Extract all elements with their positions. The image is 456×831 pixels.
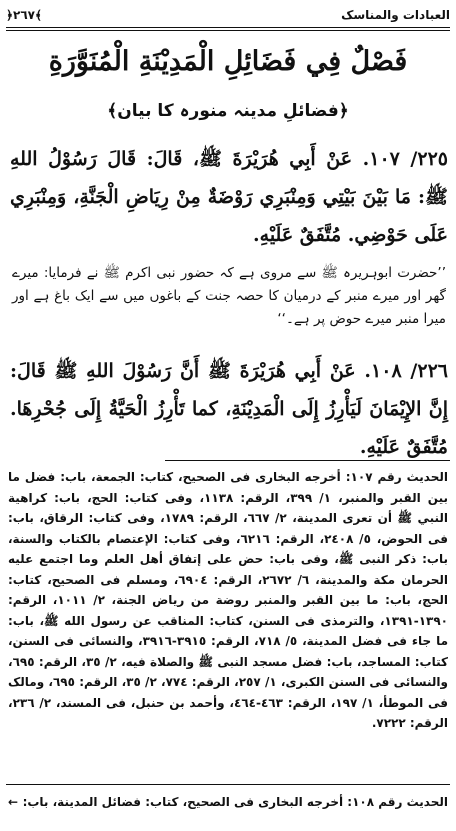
continue-arrow-icon: ← [8, 795, 19, 809]
hadith-225-arabic: ٢٢٥/ ١٠٧. عَنْ أَبِي هُرَيْرَةَ ﷺ، قَالَ: قَالَ رَسُوْلُ اللهِ ﷺ: مَا بَيْنَ بَيْتِي وَمِنْبَرِي رَوْضَةٌ مِنْ رِيَاضِ الْجَنَّةِ، وَمِنْبَرِي عَلَى حَوْضِي. مُتَّفَقٌ عَلَيْهِ. [10, 148, 448, 246]
header-rule-double [6, 30, 450, 31]
page-header [6, 4, 450, 26]
page-number: ﴿٢٦٧﴾ [6, 8, 43, 22]
header-rule [6, 27, 450, 28]
footnote-divider [6, 784, 450, 785]
hadith-226-arabic: ٢٢٦/ ١٠٨. عَنْ أَبِي هُرَيْرَةَ ﷺ أَنَّ رَسُوْلَ اللهِ ﷺ قَالَ: إِنَّ الإِيْمَانَ لَيَأْرِزُ إِلَى الْمَدِيْنَةِ، كما تَأْرِزُ الْحَيَّةُ إِلَى جُحْرِهَا. مُتَّفَقٌ عَلَيْهِ. [10, 360, 448, 458]
chapter-subtitle: ﴿فضائلِ مدینہ منورہ کا بیان﴾ [107, 101, 349, 121]
footnote-107: الحديث رقم ١٠٧: أخرجه البخاری فی الصحيح، کتاب: الجمعة، باب: فضل ما بين القبر والمنبر، ١/ ٣٩٩، الرقم: ١١٣٨، وفی کتاب: الحج، باب: کراهية النبي ﷺ أن تعرى المدينة، ٢/ ٦٦٧، الرقم: ١٧٨٩، وفی کتاب: الرقاق، باب: فی الحوض، ٥/ ٢٤٠٨، الرقم: ٦٢١٦، وفی کتاب: الإعتصام بالکتاب والسنة، باب: ذکر النبی ﷺ، وفی باب: حض علی إتفاق أهل العلم وما اجتمع عليه الحرمان مکة والمدينة، ٦/ ٢٦٧٢، الرقم: ٦٩٠٤، ومسلم فی الصحيح، کتاب: الحج، باب: ما بين القبر والمنبر روضة من رياض الجنة، ٢/ ١٠١١، الرقم: ١٣٩٠-١٣٩١، والترمذی فی السنن، کتاب: المناقب عن رسول الله ﷺ، باب: ما جاء فی فضل المدينة، ٥/ ٧١٨، الرقم: ٣٩١٥-٣٩١٦، والنسائی فی السنن، کتاب: المساجد، باب: فضل مسجد النبی ﷺ والصلاة فيه، ٢/ ٣٥، الرقم: ٦٩٥، والنسائی فی السنن الکبری، ١/ ٢٥٧، الرقم: ٧٧٤، ٢/ ٣٥، الرقم: ٦٩٥، ومالک فی الموطأ، ١/ ١٩٧، الرقم: ٤٦٣-٤٦٤، وأحمد بن حنبل، فی المسند، ٢/ ٢٣٦، الرقم: ٧٢٢٢. [8, 470, 449, 730]
footnote-108-line [8, 795, 448, 809]
hadith-225-urdu-translation: ’’حضرت ابوہریرہ ﷺ سے مروی ہے کہ حضور نبی اکرم ﷺ نے فرمایا: میرے گھر اور میرے منبر کے درمیان کا حصہ جنت کے باغوں میں سے ایک باغ ہے اور میرا منبر میرے حوض پر ہے۔‘‘ [12, 265, 446, 327]
running-title: العبادات والمناسک [341, 8, 450, 22]
footnote-108: الحديث رقم ١٠٨: أخرجه البخاری فی الصحيح، کتاب: فضائل المدينة، باب: [22, 795, 448, 809]
chapter-title: فَصْلٌ فِي فَضَائِلِ الْمَدِيْنَةِ الْمُنَوَّرَةِ [48, 46, 408, 77]
footnote-separator [165, 460, 450, 461]
